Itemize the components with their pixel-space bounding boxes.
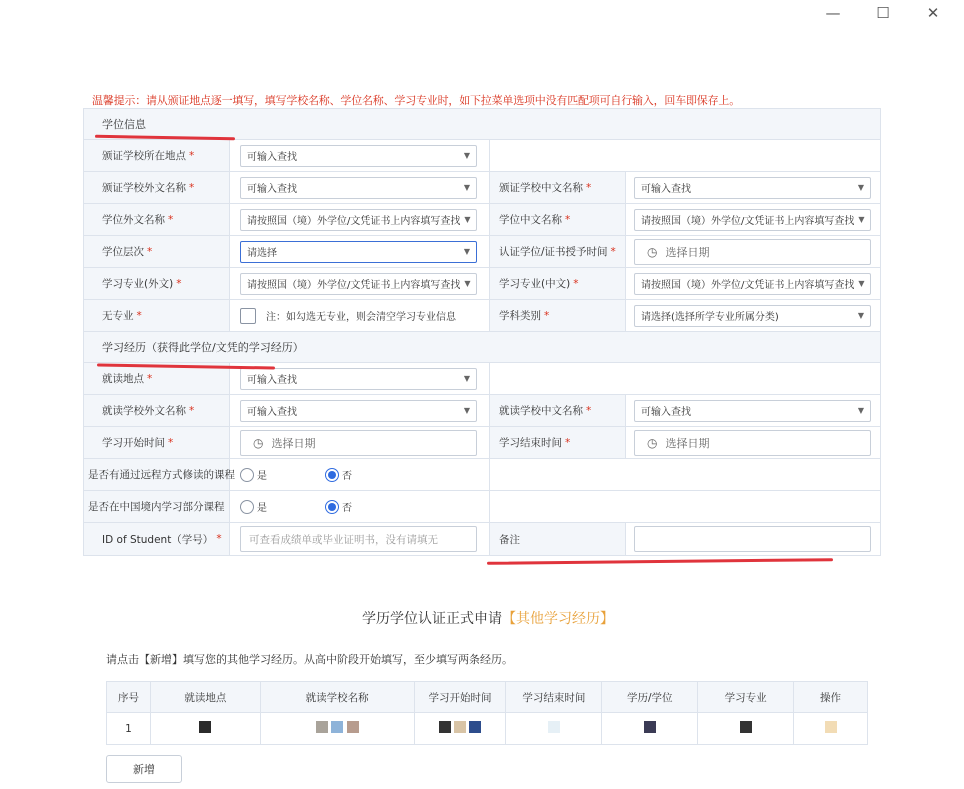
application-form — [83, 108, 881, 556]
field-label: 无专业 * — [84, 300, 230, 331]
add-button[interactable]: 新增 — [106, 755, 182, 783]
field-cell — [626, 395, 880, 426]
window-controls — [808, 2, 958, 24]
blurred-cell — [602, 713, 698, 745]
other-experience-title: 学历学位认证正式申请【其他学习经历】 — [362, 611, 614, 627]
caret-down-icon: ▼ — [858, 215, 865, 224]
school-foreign-name-select[interactable]: 可输入查找 ▼ — [240, 177, 477, 199]
field-cell — [230, 427, 490, 458]
col-header: 学习结束时间 — [506, 682, 602, 713]
section-title: 学习经历（获得此学位/文凭的学习经历） — [102, 341, 304, 354]
field-label: 颁证学校所在地点 * — [84, 140, 230, 171]
caret-down-icon: ▼ — [858, 279, 865, 288]
field-label: 颁证学校中文名称 * — [490, 172, 626, 203]
school-cn-name-select[interactable]: 可输入查找 ▼ — [634, 177, 871, 199]
clock-icon: ◷ — [647, 435, 658, 450]
caret-down-icon: ▼ — [463, 151, 470, 160]
end-time-datepicker[interactable]: ◷ 选择日期 — [634, 430, 871, 456]
field-cell — [626, 236, 880, 267]
field-label: 认证学位/证书授予时间 * — [490, 236, 626, 267]
remote-yes-radio[interactable] — [240, 468, 254, 482]
form-row — [84, 395, 880, 427]
field-cell — [230, 236, 490, 267]
blurred-cell — [414, 713, 506, 745]
field-cell — [230, 140, 490, 171]
form-row — [84, 236, 880, 268]
field-label: 是否有通过远程方式修读的课程 — [84, 459, 230, 490]
field-cell — [230, 395, 490, 426]
blurred-cell — [506, 713, 602, 745]
china-yes-radio[interactable] — [240, 500, 254, 514]
section-degree-info — [84, 109, 880, 140]
degree-level-select[interactable]: 请选择 ▼ — [240, 241, 477, 263]
field-cell — [626, 268, 880, 299]
field-label: 颁证学校外文名称 * — [84, 172, 230, 203]
table-header-row — [107, 682, 868, 713]
china-no-radio[interactable] — [325, 500, 339, 514]
col-header: 序号 — [107, 682, 151, 713]
clock-icon: ◷ — [253, 435, 264, 450]
field-cell — [626, 172, 880, 203]
other-experience-hint: 请点击【新增】填写您的其他学习经历。从高中阶段开始填写，至少填写两条经历。 — [106, 653, 513, 666]
caret-down-icon: ▼ — [463, 183, 470, 192]
col-header: 学习开始时间 — [414, 682, 506, 713]
field-label: 学科类别 * — [490, 300, 626, 331]
field-label: 就读学校中文名称 * — [490, 395, 626, 426]
no-major-note: 注：如勾选无专业，则会清空学习专业信息 — [266, 312, 456, 323]
field-label: 备注 — [490, 523, 626, 555]
field-label: 学位层次 * — [84, 236, 230, 267]
minimize-icon[interactable]: — — [825, 4, 841, 22]
caret-down-icon: ▼ — [463, 406, 470, 415]
degree-foreign-name-select[interactable]: 请按照国（境）外学位/文凭证书上内容填写查找 ▼ — [240, 209, 477, 231]
caret-down-icon: ▼ — [857, 183, 864, 192]
field-cell — [230, 204, 490, 235]
table-row — [107, 713, 868, 745]
subject-select[interactable]: 请选择(选择所学专业所属分类) ▼ — [634, 305, 871, 327]
col-header: 操作 — [794, 682, 868, 713]
field-cell — [626, 204, 880, 235]
field-label: 学位中文名称 * — [490, 204, 626, 235]
caret-down-icon: ▼ — [464, 215, 471, 224]
form-row — [84, 427, 880, 459]
field-label: 是否在中国境内学习部分课程 — [84, 491, 230, 522]
section-study-experience — [84, 332, 880, 363]
col-header: 就读学校名称 — [260, 682, 414, 713]
field-label: 学习开始时间 * — [84, 427, 230, 458]
caret-down-icon: ▼ — [857, 311, 864, 320]
section-title: 学位信息 — [102, 118, 146, 131]
close-icon[interactable]: ✕ — [926, 4, 940, 22]
col-header: 就读地点 — [150, 682, 260, 713]
degree-cn-name-select[interactable]: 请按照国（境）外学位/文凭证书上内容填写查找 ▼ — [634, 209, 871, 231]
form-row — [84, 491, 880, 523]
caret-down-icon: ▼ — [857, 406, 864, 415]
study-school-cn-select[interactable]: 可输入查找 ▼ — [634, 400, 871, 422]
field-cell — [230, 268, 490, 299]
blurred-cell — [698, 713, 794, 745]
remark-input[interactable] — [634, 526, 871, 552]
blurred-cell — [794, 713, 868, 745]
field-cell: 是 否 — [230, 459, 490, 490]
form-row — [84, 300, 880, 332]
form-row — [84, 140, 880, 172]
major-foreign-select[interactable]: 请按照国（境）外学位/文凭证书上内容填写查找 ▼ — [240, 273, 477, 295]
form-row — [84, 523, 880, 555]
field-label: 学习结束时间 * — [490, 427, 626, 458]
field-cell — [230, 172, 490, 203]
caret-down-icon: ▼ — [464, 279, 471, 288]
form-row — [84, 204, 880, 236]
maximize-icon[interactable]: ☐ — [876, 4, 890, 22]
study-school-foreign-select[interactable]: 可输入查找 ▼ — [240, 400, 477, 422]
annotation-underline — [487, 558, 833, 565]
caret-down-icon: ▼ — [463, 247, 470, 256]
field-cell — [626, 523, 880, 555]
field-cell — [230, 300, 490, 331]
caret-down-icon: ▼ — [463, 374, 470, 383]
field-label: ID of Student（学号） * — [84, 523, 230, 555]
row-index: 1 — [107, 713, 151, 745]
study-location-select[interactable]: 可输入查找 ▼ — [240, 368, 477, 390]
field-cell — [626, 300, 880, 331]
col-header: 学历/学位 — [602, 682, 698, 713]
other-experience-table — [106, 681, 868, 745]
clock-icon: ◷ — [647, 244, 658, 259]
col-header: 学习专业 — [698, 682, 794, 713]
field-label: 就读地点 * — [84, 363, 230, 394]
school-location-select[interactable]: 可输入查找 ▼ — [240, 145, 477, 167]
field-cell — [230, 523, 490, 555]
blurred-cell — [260, 713, 414, 745]
warning-tip: 温馨提示：请从颁证地点逐一填写，填写学校名称、学位名称、学习专业时，如下拉菜单选项中没有匹配项可自行输入，回车即保存上。 — [92, 94, 740, 107]
field-label: 学习专业(外文) * — [84, 268, 230, 299]
blurred-cell — [150, 713, 260, 745]
major-cn-select[interactable]: 请按照国（境）外学位/文凭证书上内容填写查找 ▼ — [634, 273, 871, 295]
field-label: 学习专业(中文) * — [490, 268, 626, 299]
field-cell — [626, 427, 880, 458]
field-cell: 是 否 — [230, 491, 490, 522]
remote-no-radio[interactable] — [325, 468, 339, 482]
field-label: 就读学校外文名称 * — [84, 395, 230, 426]
no-major-checkbox[interactable] — [240, 308, 256, 324]
form-row — [84, 172, 880, 204]
student-id-input[interactable]: 可查看成绩单或毕业证明书，没有请填无 — [240, 526, 477, 552]
form-row — [84, 459, 880, 491]
form-row — [84, 268, 880, 300]
cert-time-datepicker[interactable]: ◷ 选择日期 — [634, 239, 871, 265]
start-time-datepicker[interactable]: ◷ 选择日期 — [240, 430, 477, 456]
field-label: 学位外文名称 * — [84, 204, 230, 235]
